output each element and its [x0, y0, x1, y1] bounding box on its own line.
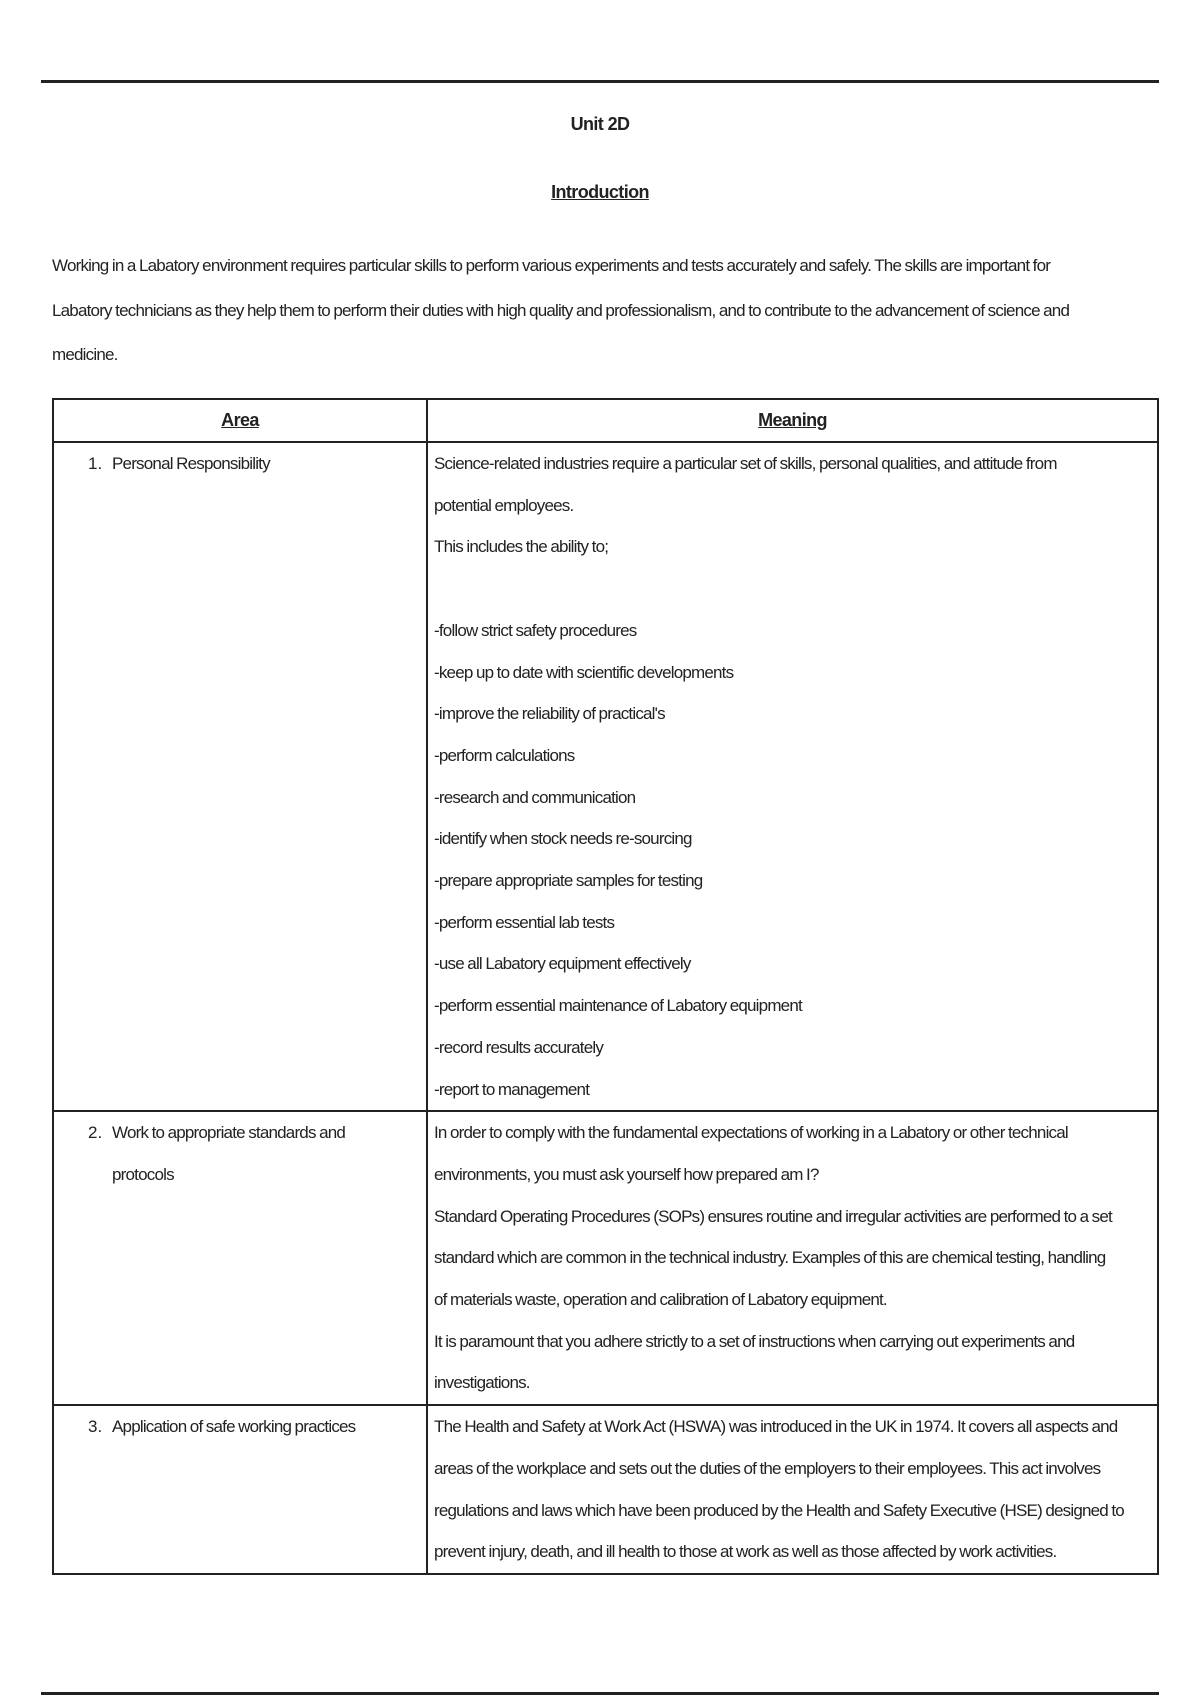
unit-title	[0, 114, 1200, 135]
area-line: Work to appropriate standards and	[112, 1123, 346, 1143]
meaning-line: It is paramount that you adhere strictly to a set of instructions when carrying out experiments and	[434, 1331, 1075, 1351]
area-line: Application of safe working practices	[112, 1417, 356, 1437]
meaning-line: Standard Operating Procedures (SOPs) ensures routine and irregular activities are performed to a set	[434, 1206, 1112, 1226]
meaning-line: -perform essential maintenance of Labatory equipment	[434, 996, 802, 1016]
meaning-line: regulations and laws which have been produced by the Health and Safety Executive (HSE) designed to	[434, 1500, 1124, 1520]
meaning-line: -record results accurately	[434, 1037, 604, 1057]
meaning-line: -use all Labatory equipment effectively	[434, 954, 691, 974]
meaning-line: environments, you must ask yourself how prepared am I?	[434, 1164, 819, 1184]
meaning-line: investigations.	[434, 1373, 530, 1393]
meaning-line: areas of the workplace and sets out the duties of the employers to their employees. This act involves	[434, 1458, 1101, 1478]
meaning-cell	[427, 1405, 1158, 1574]
meaning-content	[428, 1406, 1157, 1573]
meaning-line: -follow strict safety procedures	[434, 620, 637, 640]
area-label	[112, 1406, 420, 1448]
meaning-line: potential employees.	[434, 495, 574, 515]
meaning-line: This includes the ability to;	[434, 537, 609, 557]
meaning-line: -keep up to date with scientific developments	[434, 662, 734, 682]
meaning-line: In order to comply with the fundamental expectations of working in a Labatory or other technical	[434, 1123, 1068, 1143]
table-row	[53, 1111, 1158, 1405]
meaning-line: -prepare appropriate samples for testing	[434, 871, 703, 891]
table-row	[53, 442, 1158, 1111]
row-number: 2.	[88, 1123, 103, 1143]
area-label	[112, 1112, 420, 1195]
area-content	[54, 443, 426, 485]
intro-paragraph	[52, 244, 1152, 378]
meaning-line: -perform calculations	[434, 745, 575, 765]
area-cell	[53, 1111, 427, 1405]
meaning-line: -research and communication	[434, 787, 636, 807]
meaning-content	[428, 443, 1157, 1110]
meaning-line: -identify when stock needs re-sourcing	[434, 829, 692, 849]
meaning-line: standard which are common in the technical industry. Examples of this are chemical testing, handling	[434, 1248, 1106, 1268]
meaning-cell	[427, 442, 1158, 1111]
area-cell	[53, 1405, 427, 1574]
header-meaning-text: Meaning	[758, 410, 827, 430]
meaning-line: The Health and Safety at Work Act (HSWA) was introduced in the UK in 1974. It covers all aspects and	[434, 1417, 1118, 1437]
meaning-line: -report to management	[434, 1079, 590, 1099]
meaning-line	[434, 568, 1151, 610]
row-number: 1.	[88, 454, 103, 473]
meaning-cell	[427, 1111, 1158, 1405]
header-area	[53, 399, 427, 442]
intro-line: medicine.	[52, 345, 118, 364]
meaning-content	[428, 1112, 1157, 1404]
meaning-line: -perform essential lab tests	[434, 912, 615, 932]
area-content	[54, 1112, 426, 1195]
area-line: Personal Responsibility	[112, 454, 270, 473]
table-row	[53, 1405, 1158, 1574]
area-line: protocols	[112, 1164, 174, 1184]
meaning-line: -improve the reliability of practical's	[434, 704, 665, 724]
row-number: 3.	[88, 1417, 103, 1437]
meaning-line: Science-related industries require a particular set of skills, personal qualities, and attitude from	[434, 454, 1057, 473]
area-content	[54, 1406, 426, 1448]
intro-line: Working in a Labatory environment requires particular skills to perform various experiments and tests accurately and safely. The skills are important for	[52, 256, 1051, 275]
intro-line: Labatory technicians as they help them to perform their duties with high quality and professionalism, and to contribute to the advancement of science and	[52, 300, 1070, 320]
meaning-line: prevent injury, death, and ill health to those at work as well as those affected by work activities.	[434, 1542, 1057, 1562]
header-meaning	[427, 399, 1158, 442]
bottom-rule	[41, 1692, 1159, 1695]
header-area-text: Area	[221, 410, 259, 430]
skills-table	[52, 398, 1159, 1575]
top-rule	[41, 80, 1159, 83]
area-label	[112, 443, 420, 485]
meaning-line: of materials waste, operation and calibration of Labatory equipment.	[434, 1290, 887, 1310]
area-cell	[53, 442, 427, 1111]
section-heading-text: Introduction	[551, 182, 649, 202]
unit-title-text: Unit 2D	[570, 114, 630, 134]
table-header-row	[53, 399, 1158, 442]
section-heading	[0, 182, 1200, 203]
